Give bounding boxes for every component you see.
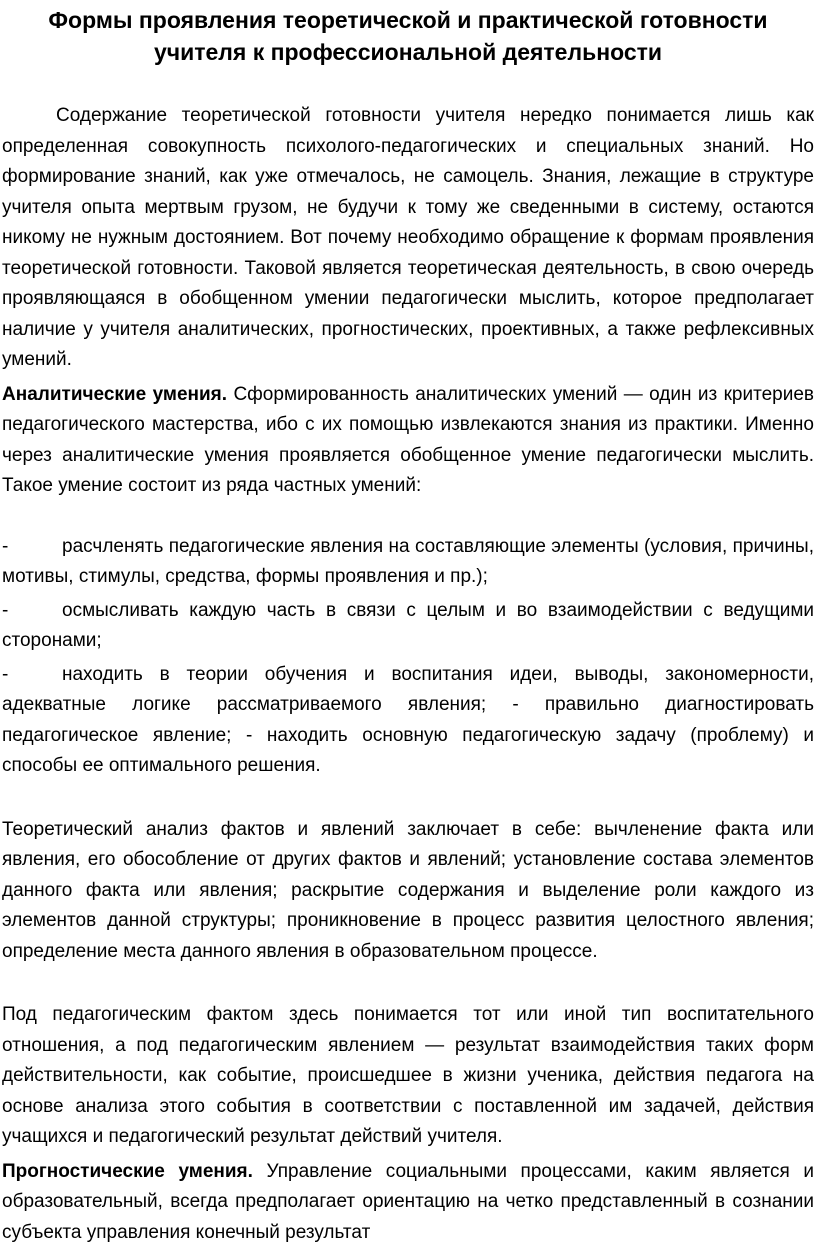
analytic-skills-paragraph [2,380,814,502]
title-line-2: учителя к профессиональной деятельности [2,36,814,68]
prognostic-skills-heading: Прогностические умения. [2,1161,253,1182]
analysis-paragraph: Теоретический анализ фактов и явлений заключает в себе: вычленение факта или явления, его обособление от других фактов и явлений; установление состава элементов данного факта или явления; раскрытие содержания и выделение роли каждого из элементов данной структуры; проникновение в процесс развития целостного явления; определение места данного явления в образовательном процессе. [2,815,814,968]
list-item [2,596,814,657]
prognostic-skills-paragraph [2,1157,814,1248]
skills-list [2,532,814,782]
fact-paragraph: Под педагогическим фактом здесь понимается тот или иной тип воспитательного отношения, а под педагогическим явлением — результат взаимодействия таких форм действительности, как событие, происшедшее в жизни ученика, действия педагога на основе анализа этого события в соответствии с поставленной им задачей, действия учащихся и педагогический результат действий учителя. [2,1000,814,1153]
analytic-skills-heading: Аналитические умения. [2,384,227,405]
analytic-skills-text: Сформированность аналитических умений — один из критериев педагогического мастерства, ибо с их помощью извлекаются знания из практики. Именно через аналитические умения проявляется обобщенное умение педагогически мыслить. Такое умение состоит из ряда частных умений: [2,384,814,497]
list-marker: - [2,660,62,691]
list-item [2,660,814,782]
list-item-text: осмысливать каждую часть в связи с целым и во взаимодействии с ведущими сторонами; [2,600,814,652]
list-item [2,532,814,593]
list-marker: - [2,596,62,627]
prognostic-skills-text: Управление социальными процессами, каким является и образовательный, всегда предполагает ориентацию на четко представленный в сознании субъекта управления конечный результат [2,1161,814,1243]
title-line-1: Формы проявления теоретической и практической готовности [2,4,814,36]
intro-paragraph: Содержание теоретической готовности учителя нередко понимается лишь как определенная совокупность психолого-педагогических и специальных знаний. Но формирование знаний, как уже отмечалось, не самоцель. Знания, лежащие в структуре учителя опыта мертвым грузом, не будучи к тому же сведенными в систему, остаются никому не нужным достоянием. Вот почему необходимо обращение к формам проявления теоретической готовности. Таковой является теоретическая деятельность, в свою очередь проявляющаяся в обобщенном умении педагогически мыслить, которое предполагает наличие у учителя аналитических, прогностических, проективных, а также рефлексивных умений. [2,101,814,376]
document-title [2,4,814,68]
list-marker: - [2,532,62,563]
list-item-text: расчленять педагогические явления на составляющие элементы (условия, причины, мотивы, стимулы, средства, формы проявления и пр.); [2,536,814,588]
list-item-text: находить в теории обучения и воспитания идеи, выводы, закономерности, адекватные логике рассматриваемого явления; - правильно диагностировать педагогическое явление; - находить основную педагогическую задачу (проблему) и способы ее оптимального решения. [2,664,814,777]
